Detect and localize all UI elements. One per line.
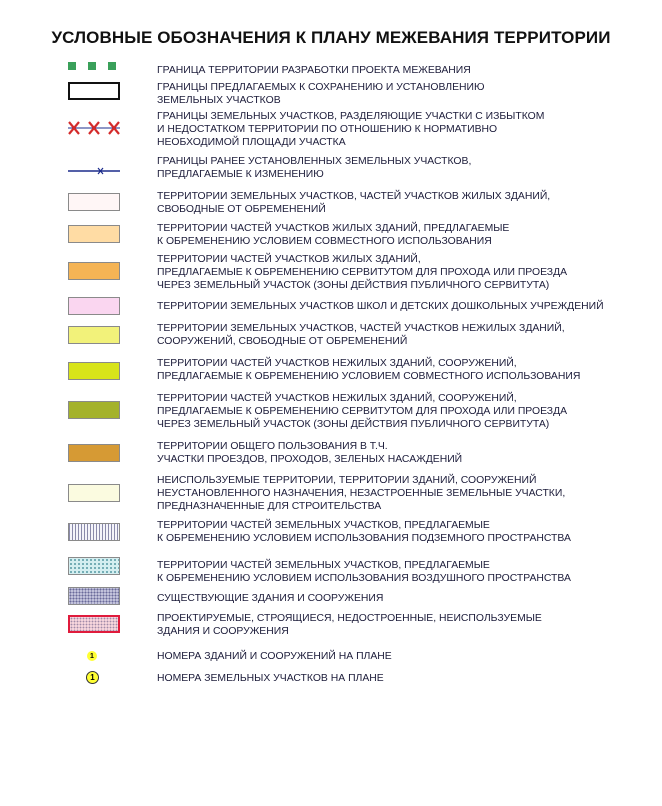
legend-text: НЕИСПОЛЬЗУЕМЫЕ ТЕРРИТОРИИ, ТЕРРИТОРИИ ЗДАНИЙ, СООРУЖЕНИЙ НЕУСТАНОВЛЕННОГО НАЗНАЧЕНИЯ, НЕЗАСТРОЕННЫЕ ЗЕМЕЛЬНЫЕ УЧАСТКИ, ПРЕДНАЗНАЧЕННЫЕ ДЛЯ СТРОИТЕЛЬСТВА [157,475,566,512]
green-dot [108,62,116,70]
public-use-swatch [68,444,120,462]
legend-text: ГРАНИЦЫ ЗЕМЕЛЬНЫХ УЧАСТКОВ, РАЗДЕЛЯЮЩИЕ УЧАСТКИ С ИЗБЫТКОМ И НЕДОСТАТКОМ ТЕРРИТОРИИ ПО ОТНОШЕНИЮ К НОРМАТИВНО НЕОБХОДИМОЙ ПЛОЩАДИ УЧАСТКА [157,111,545,148]
legend-text: ТЕРРИТОРИИ ЧАСТЕЙ ЗЕМЕЛЬНЫХ УЧАСТКОВ, ПРЕДЛАГАЕМЫЕ К ОБРЕМЕНЕНИЮ УСЛОВИЕМ ИСПОЛЬЗОВАНИЯ ПОДЗЕМНОГО ПРОСТРАНСТВА [157,520,571,544]
school-swatch [68,297,120,315]
air-space-dotted-swatch [68,557,120,575]
nonresidential-joint-swatch [68,362,120,380]
legend-text: НОМЕРА ЗДАНИЙ И СООРУЖЕНИЙ НА ПЛАНЕ [157,651,392,662]
legend-text: НОМЕРА ЗЕМЕЛЬНЫХ УЧАСТКОВ НА ПЛАНЕ [157,673,384,684]
legend-text: ТЕРРИТОРИИ ЧАСТЕЙ ЗЕМЕЛЬНЫХ УЧАСТКОВ, ПРЕДЛАГАЕМЫЕ К ОБРЕМЕНЕНИЮ УСЛОВИЕМ ИСПОЛЬЗОВАНИЯ ВОЗДУШНОГО ПРОСТРАНСТВА [157,560,571,584]
existing-buildings-swatch [68,587,120,605]
nonresidential-free-swatch [68,326,120,344]
legend-text: ГРАНИЦЫ ПРЕДЛАГАЕМЫХ К СОХРАНЕНИЮ И УСТАНОВЛЕНИЮ ЗЕМЕЛЬНЫХ УЧАСТКОВ [157,82,485,106]
green-dots-line-symbol [68,62,120,72]
legend-text: ТЕРРИТОРИИ ЗЕМЕЛЬНЫХ УЧАСТКОВ, ЧАСТЕЙ УЧАСТКОВ НЕЖИЛЫХ ЗДАНИЙ, СООРУЖЕНИЙ, СВОБОДНЫЕ ОТ ОБРЕМЕНЕНИЙ [157,323,565,347]
residential-joint-swatch [68,225,120,243]
legend-text: ПРОЕКТИРУЕМЫЕ, СТРОЯЩИЕСЯ, НЕДОСТРОЕННЫЕ, НЕИСПОЛЬЗУЕМЫЕ ЗДАНИЯ И СООРУЖЕНИЯ [157,613,542,637]
nonresidential-servitude-swatch [68,401,120,419]
green-dot [68,62,76,70]
legend-text: ТЕРРИТОРИИ ЧАСТЕЙ УЧАСТКОВ ЖИЛЫХ ЗДАНИЙ, ПРЕДЛАГАЕМЫЕ К ОБРЕМЕНЕНИЮ СЕРВИТУТОМ ДЛЯ ПРОХОДА ИЛИ ПРОЕЗДА ЧЕРЕЗ ЗЕМЕЛЬНЫЙ УЧАСТОК (ЗОНЫ ДЕЙСТВИЯ ПУБЛИЧНОГО СЕРВИТУТА) [157,254,568,291]
legend-text: ГРАНИЦЫ РАНЕЕ УСТАНОВЛЕННЫХ ЗЕМЕЛЬНЫХ УЧАСТКОВ, ПРЕДЛАГАЕМЫЕ К ИЗМЕНЕНИЮ [157,156,472,180]
residential-free-swatch [68,193,120,211]
plot-number-marker: 1 [86,671,99,684]
legend-text: ТЕРРИТОРИИ ЧАСТЕЙ УЧАСТКОВ НЕЖИЛЫХ ЗДАНИЙ, СООРУЖЕНИЙ, ПРЕДЛАГАЕМЫЕ К ОБРЕМЕНЕНИЮ УСЛОВИЕМ СОВМЕСТНОГО ИСПОЛЬЗОВАНИЯ [157,358,581,382]
underground-hatch-swatch [68,523,120,541]
legend-text: ТЕРРИТОРИИ ЧАСТЕЙ УЧАСТКОВ ЖИЛЫХ ЗДАНИЙ, ПРЕДЛАГАЕМЫЕ К ОБРЕМЕНЕНИЮ УСЛОВИЕМ СОВМЕСТНОГО ИСПОЛЬЗОВАНИЯ [157,223,510,247]
projected-buildings-swatch [68,615,120,633]
legend-text: ТЕРРИТОРИИ ЗЕМЕЛЬНЫХ УЧАСТКОВ ШКОЛ И ДЕТСКИХ ДОШКОЛЬНЫХ УЧРЕЖДЕНИЙ [157,301,604,312]
green-dot [88,62,96,70]
black-outline-symbol [68,82,120,100]
legend-text: ТЕРРИТОРИИ ЧАСТЕЙ УЧАСТКОВ НЕЖИЛЫХ ЗДАНИЙ, СООРУЖЕНИЙ, ПРЕДЛАГАЕМЫЕ К ОБРЕМЕНЕНИЮ СЕРВИТУТОМ ДЛЯ ПРОХОДА ИЛИ ПРОЕЗДА ЧЕРЕЗ ЗЕМЕЛЬНЫЙ УЧАСТОК (ЗОНЫ ДЕЙСТВИЯ ПУБЛИЧНОГО СЕРВИТУТА) [157,393,568,430]
legend-title: УСЛОВНЫЕ ОБОЗНАЧЕНИЯ К ПЛАНУ МЕЖЕВАНИЯ ТЕРРИТОРИИ [51,28,611,47]
legend-text: СУЩЕСТВУЮЩИЕ ЗДАНИЯ И СООРУЖЕНИЯ [157,593,384,604]
blue-line-symbol [68,167,120,175]
legend-text: ТЕРРИТОРИИ ОБЩЕГО ПОЛЬЗОВАНИЯ В Т.Ч. УЧАСТКИ ПРОЕЗДОВ, ПРОХОДОВ, ЗЕЛЕНЫХ НАСАЖДЕНИЙ [157,441,463,465]
building-number-marker: 1 [87,651,97,661]
unused-territory-swatch [68,484,120,502]
residential-servitude-swatch [68,262,120,280]
legend-text: ГРАНИЦА ТЕРРИТОРИИ РАЗРАБОТКИ ПРОЕКТА МЕЖЕВАНИЯ [157,65,471,76]
legend-text: ТЕРРИТОРИИ ЗЕМЕЛЬНЫХ УЧАСТКОВ, ЧАСТЕЙ УЧАСТКОВ ЖИЛЫХ ЗДАНИЙ, СВОБОДНЫЕ ОТ ОБРЕМЕНЕНИЙ [157,191,551,215]
red-cross-line-symbol [68,120,120,136]
